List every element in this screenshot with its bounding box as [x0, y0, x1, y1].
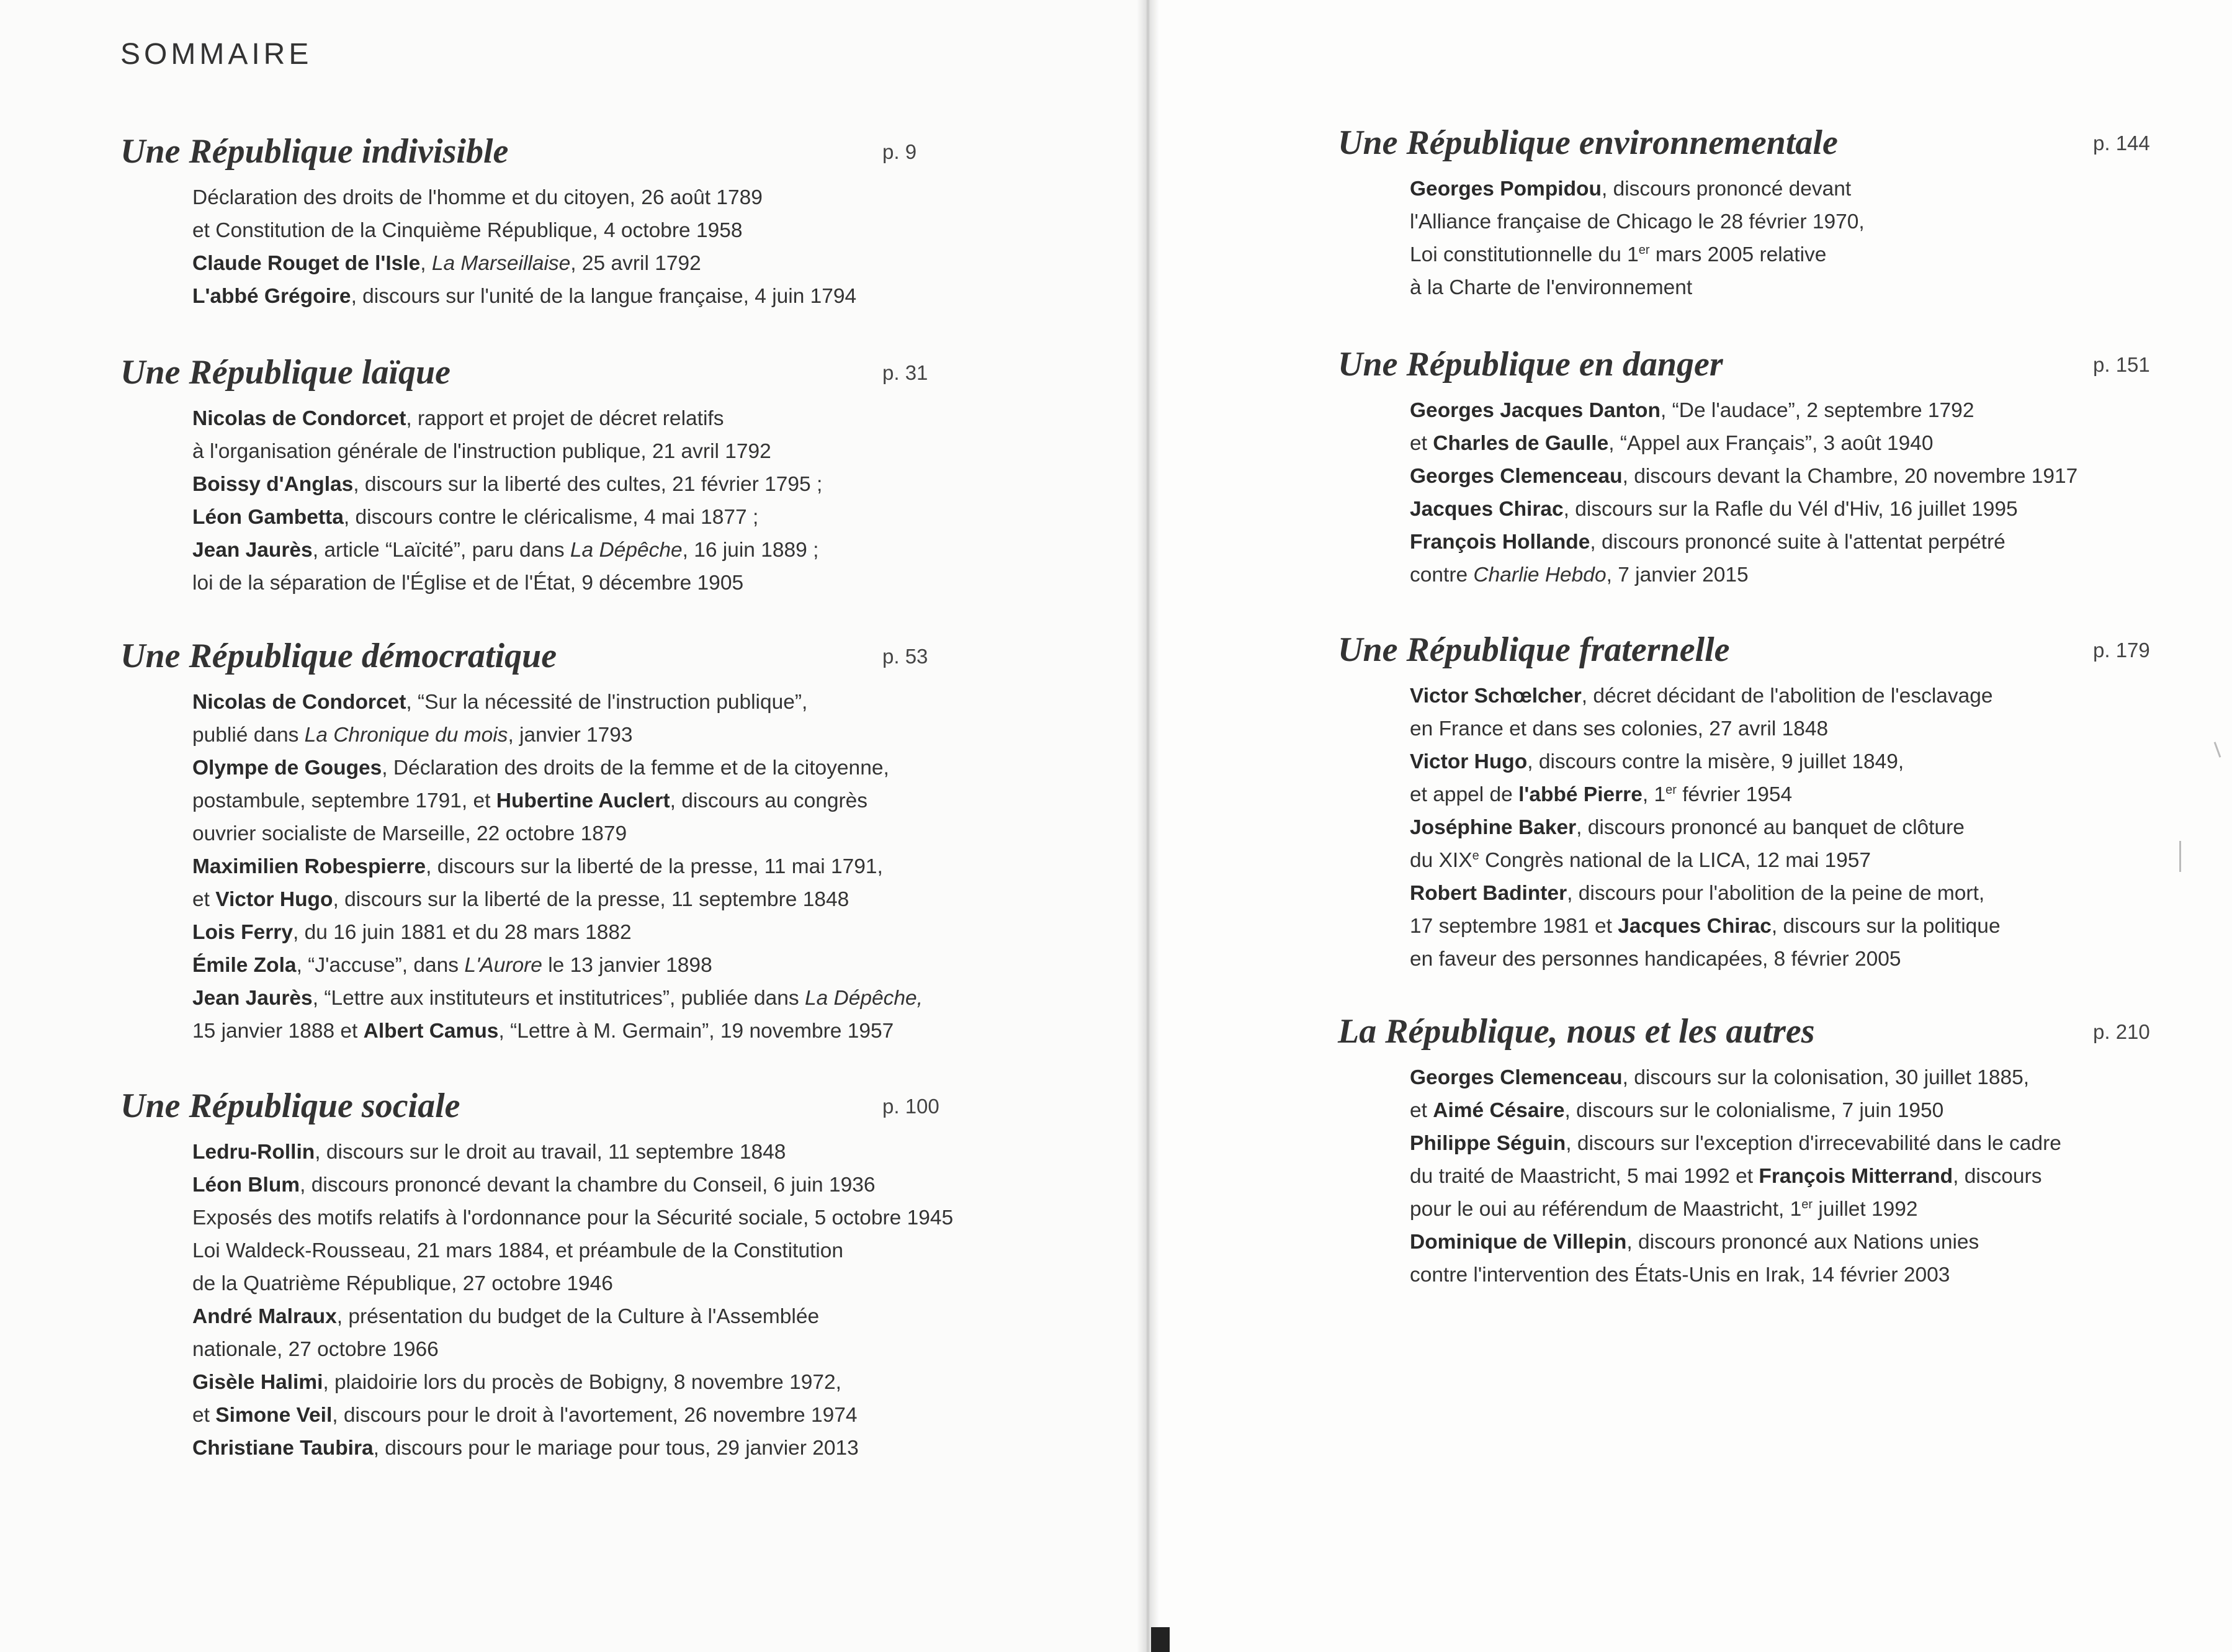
entry-text: , janvier 1793 [508, 724, 633, 747]
author-name: l'abbé Pierre [1518, 783, 1643, 806]
entry-text: et [192, 888, 216, 911]
entry-text: 17 septembre 1981 et [1410, 915, 1618, 938]
author-name: Joséphine Baker [1410, 816, 1577, 839]
section-page-number: p. 9 [882, 140, 917, 163]
toc-entry-line [1410, 1259, 2061, 1291]
entry-text: , discours prononcé devant la chambre du Conseil, 6 juin 1936 [300, 1174, 876, 1196]
author-name: Olympe de Gouges [192, 756, 382, 779]
entry-text: , [420, 252, 432, 275]
entry-text: , discours devant la Chambre, 20 novembre 1917 [1622, 465, 2078, 488]
entry-text: , présentation du budget de la Culture à l'Assemblée [336, 1305, 820, 1328]
section-entries [192, 1136, 953, 1465]
entry-text: , discours sur la politique [1771, 915, 2001, 938]
toc-entry-line [192, 949, 923, 982]
toc-entry-line [192, 1333, 953, 1366]
author-name: Boissy d'Anglas [192, 473, 354, 496]
author-name: Victor Hugo [215, 888, 333, 911]
author-name: Jacques Chirac [1618, 915, 1772, 938]
entry-text: , discours sur la liberté de la presse, 11 mai 1791, [426, 855, 883, 878]
spine-edge [1151, 1627, 1170, 1652]
section-page-number: p. 31 [882, 361, 928, 384]
author-name: François Hollande [1410, 531, 1590, 554]
entry-text: , discours contre la misère, 9 juillet 1849, [1527, 750, 1904, 773]
entry-text: juillet 1992 [1813, 1198, 1918, 1221]
toc-entry-line [1410, 238, 1865, 271]
entry-text: , décret décidant de l'abolition de l'esclavage [1581, 685, 1993, 707]
toc-entry-line [192, 534, 822, 567]
toc-entry-line [1410, 1193, 2061, 1226]
toc-entry-line [192, 686, 923, 719]
author-name: Georges Jacques Danton [1410, 399, 1661, 422]
publication-title: L'Aurore [464, 954, 542, 977]
toc-entry-line [1410, 910, 2001, 943]
author-name: Jean Jaurès [192, 539, 313, 562]
toc-entry-line [192, 916, 923, 949]
toc-entry-line [1410, 1127, 2061, 1160]
entry-text: 15 janvier 1888 et [192, 1020, 364, 1043]
entry-text: , “Sur la nécessité de l'instruction publique”, [406, 691, 808, 714]
entry-text: loi de la séparation de l'Église et de l'État, 9 décembre 1905 [192, 572, 744, 595]
toc-entry-line [192, 468, 822, 501]
author-name: Jean Jaurès [192, 987, 313, 1010]
entry-text: , “Lettre à M. Germain”, 19 novembre 1957 [498, 1020, 894, 1043]
entry-text: , discours sur la colonisation, 30 juillet 1885, [1622, 1066, 2030, 1089]
section-page-number: p. 53 [882, 645, 928, 668]
author-name: L'abbé Grégoire [192, 285, 351, 308]
section-entries [192, 402, 822, 599]
author-name: Charles de Gaulle [1433, 432, 1609, 455]
entry-text: , discours sur le droit au travail, 11 septembre 1848 [315, 1141, 786, 1164]
toc-section-header [1338, 1012, 2150, 1061]
toc-section-header [1338, 630, 2150, 680]
toc-section-header [120, 1086, 953, 1136]
section-title: Une République fraternelle [1338, 631, 1730, 669]
author-name: Léon Blum [192, 1174, 300, 1196]
entry-text: , discours au congrès [670, 789, 868, 812]
toc-entry-line [1410, 173, 1865, 205]
author-name: Nicolas de Condorcet [192, 691, 406, 714]
toc-entry-line [192, 214, 856, 247]
section-title: Une République démocratique [120, 637, 557, 675]
toc-section [120, 636, 928, 1048]
author-name: Léon Gambetta [192, 506, 344, 529]
entry-text: et Constitution de la Cinquième République, 4 octobre 1958 [192, 219, 743, 242]
publication-title: La Dépêche, [804, 987, 923, 1010]
toc-section-header [120, 132, 917, 181]
book-gutter [1137, 0, 1159, 1652]
section-entries [1410, 394, 2077, 591]
author-name: Maximilien Robespierre [192, 855, 426, 878]
entry-text: et appel de [1410, 783, 1519, 806]
section-page-number: p. 144 [2093, 132, 2150, 155]
entry-text: du traité de Maastricht, 5 mai 1992 et [1410, 1165, 1759, 1188]
author-name: Christiane Taubira [192, 1437, 374, 1460]
entry-text: , discours [1953, 1165, 2042, 1188]
toc-entry-line [192, 280, 856, 313]
entry-text: , discours sur la liberté de la presse, 11 septembre 1848 [333, 888, 849, 911]
entry-text: , Déclaration des droits de la femme et de la citoyenne, [382, 756, 889, 779]
entry-text: à l'organisation générale de l'instruction publique, 21 avril 1792 [192, 440, 771, 463]
toc-entry-line [1410, 811, 2001, 844]
entry-text: et [1410, 432, 1433, 455]
toc-entry-line [1410, 745, 2001, 778]
toc-entry-line [1410, 1094, 2061, 1127]
toc-section [120, 1086, 953, 1465]
author-name: Dominique de Villepin [1410, 1231, 1627, 1254]
toc-section [1338, 630, 2150, 976]
entry-text: Loi Waldeck-Rousseau, 21 mars 1884, et préambule de la Constitution [192, 1239, 844, 1262]
entry-text: et [1410, 1099, 1433, 1122]
section-entries [1410, 173, 1865, 304]
author-name: Hubertine Auclert [496, 789, 670, 812]
entry-text: , du 16 juin 1881 et du 28 mars 1882 [292, 921, 632, 944]
entry-text: mars 2005 relative [1649, 243, 1827, 266]
ordinal-suffix: er [1638, 243, 1650, 257]
section-title: Une République environnementale [1338, 123, 1838, 162]
entry-text: pour le oui au référendum de Maastricht, 1 [1410, 1198, 1802, 1221]
entry-text: en France et dans ses colonies, 27 avril 1848 [1410, 717, 1829, 740]
page-title: SOMMAIRE [120, 38, 313, 71]
section-entries [192, 181, 856, 313]
toc-entry-line [192, 1201, 953, 1234]
entry-text: , discours prononcé aux Nations unies [1626, 1231, 1979, 1254]
toc-entry-line [192, 982, 923, 1015]
toc-entry-line [1410, 680, 2001, 712]
page-mark [2179, 841, 2181, 872]
toc-entry-line [192, 850, 923, 883]
entry-text: , “De l'audace”, 2 septembre 1792 [1660, 399, 1974, 422]
entry-text: contre l'intervention des États-Unis en Irak, 14 février 2003 [1410, 1264, 1950, 1286]
toc-entry-line [1410, 877, 2001, 910]
toc-section-header [1338, 344, 2150, 394]
toc-entry-line [192, 567, 822, 599]
toc-entry-line [192, 817, 923, 850]
entry-text: février 1954 [1676, 783, 1793, 806]
entry-text: le 13 janvier 1898 [542, 954, 712, 977]
author-name: Claude Rouget de l'Isle [192, 252, 421, 275]
entry-text: et [192, 1404, 216, 1427]
toc-entry-line [1410, 493, 2077, 526]
toc-entry-line [192, 719, 923, 752]
toc-entry-line [192, 1399, 953, 1432]
section-title: La République, nous et les autres [1338, 1012, 1815, 1051]
entry-text: Exposés des motifs relatifs à l'ordonnance pour la Sécurité sociale, 5 octobre 1945 [192, 1206, 954, 1229]
toc-entry-line [1410, 712, 2001, 745]
author-name: Robert Badinter [1410, 882, 1567, 905]
toc-entry-line [192, 1015, 923, 1048]
entry-text: , rapport et projet de décret relatifs [406, 407, 724, 430]
author-name: Philippe Séguin [1410, 1132, 1566, 1155]
toc-entry-line [192, 435, 822, 468]
toc-entry-line [1410, 778, 2001, 811]
entry-text: Loi constitutionnelle du 1 [1410, 243, 1639, 266]
toc-section-header [1338, 123, 2150, 173]
entry-text: à la Charte de l'environnement [1410, 276, 1693, 299]
ordinal-suffix: e [1472, 849, 1479, 863]
entry-text: , article “Laïcité”, paru dans [312, 539, 570, 562]
toc-entry-line [192, 1234, 953, 1267]
entry-text: publié dans [192, 724, 305, 747]
entry-text: postambule, septembre 1791, et [192, 789, 496, 812]
toc-entry-line [192, 1169, 953, 1201]
author-name: Émile Zola [192, 954, 297, 977]
publication-title: La Dépêche [570, 539, 683, 562]
toc-section-header [120, 636, 928, 686]
entry-text: , discours prononcé suite à l'attentat perpétré [1590, 531, 2006, 554]
entry-text: , discours pour le droit à l'avortement, 26 novembre 1974 [332, 1404, 858, 1427]
toc-entry-line [1410, 943, 2001, 976]
toc-entry-line [192, 1366, 953, 1399]
toc-entry-line [1410, 526, 2077, 559]
toc-entry-line [192, 1300, 953, 1333]
toc-entry-line [192, 752, 923, 784]
entry-text: , discours pour l'abolition de la peine de mort, [1567, 882, 1985, 905]
toc-section-header [120, 352, 928, 402]
author-name: Aimé Césaire [1433, 1099, 1565, 1122]
author-name: Georges Clemenceau [1410, 1066, 1623, 1089]
toc-section [1338, 344, 2150, 591]
toc-entry-line [1410, 271, 1865, 304]
author-name: Albert Camus [363, 1020, 499, 1043]
toc-entry-line [192, 501, 822, 534]
entry-text: , discours sur la Rafle du Vél d'Hiv, 16 juillet 1995 [1563, 498, 2018, 521]
section-page-number: p. 100 [882, 1095, 939, 1118]
entry-text: , discours sur l'exception d'irrecevabilité dans le cadre [1566, 1132, 2061, 1155]
toc-entry-line [1410, 559, 2077, 591]
section-entries [1410, 1061, 2061, 1291]
entry-text: , discours pour le mariage pour tous, 29 janvier 2013 [373, 1437, 859, 1460]
section-title: Une République indivisible [120, 132, 509, 171]
entry-text: , “Lettre aux instituteurs et institutrices”, publiée dans [312, 987, 805, 1010]
entry-text: Congrès national de la LICA, 12 mai 1957 [1479, 849, 1871, 872]
author-name: François Mitterrand [1759, 1165, 1953, 1188]
toc-entry-line [1410, 1061, 2061, 1094]
section-page-number: p. 210 [2093, 1020, 2150, 1043]
toc-entry-line [192, 1432, 953, 1465]
entry-text: , discours sur le colonialisme, 7 juin 1950 [1564, 1099, 1944, 1122]
entry-text: en faveur des personnes handicapées, 8 février 2005 [1410, 948, 1901, 971]
section-title: Une République sociale [120, 1087, 460, 1125]
entry-text: ouvrier socialiste de Marseille, 22 octobre 1879 [192, 822, 627, 845]
entry-text: , 25 avril 1792 [570, 252, 701, 275]
ordinal-suffix: er [1665, 783, 1677, 797]
ordinal-suffix: er [1801, 1198, 1813, 1211]
author-name: Lois Ferry [192, 921, 293, 944]
toc-entry-line [192, 402, 822, 435]
author-name: Nicolas de Condorcet [192, 407, 406, 430]
toc-entry-line [1410, 1226, 2061, 1259]
author-name: Simone Veil [215, 1404, 333, 1427]
toc-entry-line [192, 1267, 953, 1300]
toc-entry-line [192, 883, 923, 916]
toc-section [120, 132, 917, 313]
author-name: Gisèle Halimi [192, 1371, 323, 1394]
toc-entry-line [192, 784, 923, 817]
author-name: Victor Schœlcher [1410, 685, 1582, 707]
entry-text: , “J'accuse”, dans [296, 954, 465, 977]
entry-text: Déclaration des droits de l'homme et du citoyen, 26 août 1789 [192, 186, 763, 209]
toc-section [1338, 123, 2150, 304]
toc-entry-line [1410, 844, 2001, 877]
section-title: Une République laïque [120, 353, 451, 392]
toc-entry-line [1410, 427, 2077, 460]
author-name: Georges Clemenceau [1410, 465, 1623, 488]
author-name: Jacques Chirac [1410, 498, 1564, 521]
entry-text: , discours sur l'unité de la langue française, 4 juin 1794 [351, 285, 857, 308]
publication-title: La Marseillaise [431, 252, 571, 275]
author-name: Georges Pompidou [1410, 177, 1602, 200]
toc-entry-line [1410, 1160, 2061, 1193]
entry-text: du XIX [1410, 849, 1472, 872]
toc-entry-line [192, 247, 856, 280]
entry-text: , discours contre le cléricalisme, 4 mai 1877 ; [343, 506, 759, 529]
entry-text: , 7 janvier 2015 [1606, 563, 1749, 586]
section-page-number: p. 179 [2093, 639, 2150, 662]
entry-text: , plaidoirie lors du procès de Bobigny, 8 novembre 1972, [323, 1371, 841, 1394]
section-page-number: p. 151 [2093, 353, 2150, 376]
publication-title: La Chronique du mois [304, 724, 508, 747]
toc-entry-line [1410, 205, 1865, 238]
toc-entry-line [192, 1136, 953, 1169]
author-name: Ledru-Rollin [192, 1141, 315, 1164]
author-name: André Malraux [192, 1305, 337, 1328]
author-name: Victor Hugo [1410, 750, 1528, 773]
entry-text: contre [1410, 563, 1474, 586]
entry-text: de la Quatrième République, 27 octobre 1946 [192, 1272, 613, 1295]
entry-text: , “Appel aux Français”, 3 août 1940 [1608, 432, 1934, 455]
section-title: Une République en danger [1338, 345, 1723, 384]
entry-text: l'Alliance française de Chicago le 28 février 1970, [1410, 210, 1865, 233]
entry-text: , 1 [1642, 783, 1666, 806]
toc-entry-line [1410, 460, 2077, 493]
entry-text: , discours prononcé devant [1601, 177, 1852, 200]
entry-text: nationale, 27 octobre 1966 [192, 1338, 439, 1361]
toc-section [120, 352, 928, 599]
entry-text: , 16 juin 1889 ; [682, 539, 819, 562]
section-entries [1410, 680, 2001, 976]
toc-section [1338, 1012, 2150, 1291]
entry-text: , discours prononcé au banquet de clôture [1576, 816, 1965, 839]
entry-text: , discours sur la liberté des cultes, 21 février 1795 ; [353, 473, 823, 496]
publication-title: Charlie Hebdo [1473, 563, 1607, 586]
toc-entry-line [192, 181, 856, 214]
toc-entry-line [1410, 394, 2077, 427]
section-entries [192, 686, 923, 1048]
